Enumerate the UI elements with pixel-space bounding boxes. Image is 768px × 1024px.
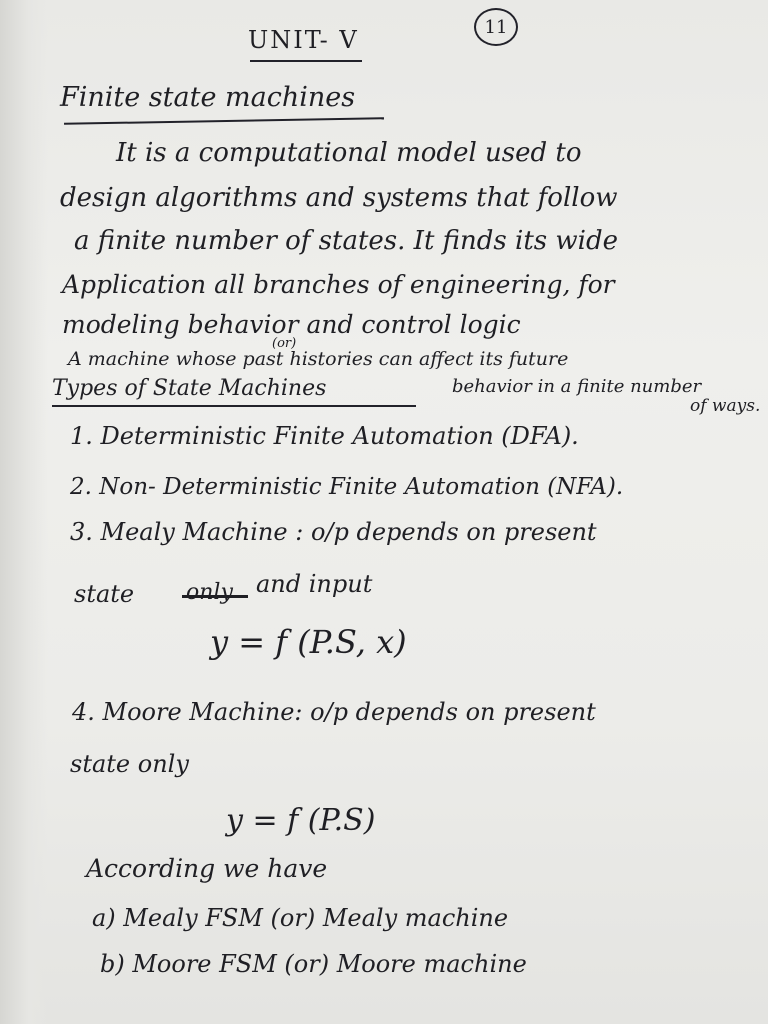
alt-definition-cont-2: of ways. xyxy=(690,396,761,416)
conclusion-intro: According we have xyxy=(86,854,328,883)
type-item-4-line-2: state only xyxy=(70,750,189,778)
type-item-3-and-input: and input xyxy=(256,570,373,598)
definition-line-5: modeling behavior and control logic xyxy=(62,310,521,339)
definition-line-2: design algorithms and systems that follow xyxy=(60,183,618,213)
unit-heading-underline xyxy=(250,60,362,62)
paper-edge-shadow xyxy=(0,0,48,1024)
types-heading-underline xyxy=(52,405,416,407)
page-number: 11 xyxy=(474,8,518,46)
page-title-underline xyxy=(64,117,384,125)
moore-formula: y = f (P.S) xyxy=(226,803,376,838)
conclusion-item-b: b) Moore FSM (or) Moore machine xyxy=(100,950,527,978)
alt-definition: A machine whose past histories can affect its future xyxy=(68,348,569,370)
type-item-3-line-1: 3. Mealy Machine : o/p depends on present xyxy=(70,518,597,546)
type-item-4-line-1: 4. Moore Machine: o/p depends on present xyxy=(72,698,596,726)
type-item-1: 1. Deterministic Finite Automation (DFA). xyxy=(70,422,579,450)
definition-line-4: Application all branches of engineering, for xyxy=(62,270,615,299)
definition-line-1: It is a computational model used to xyxy=(116,138,582,168)
unit-heading: UNIT- V xyxy=(248,26,359,54)
type-item-3-state: state xyxy=(74,580,135,608)
definition-line-3: a finite number of states. It finds its wide xyxy=(74,226,618,256)
type-item-2: 2. Non- Deterministic Finite Automation (NFA). xyxy=(70,474,624,500)
alt-definition-cont-1: behavior in a finite number xyxy=(452,376,702,397)
page-title: Finite state machines xyxy=(60,82,356,113)
or-mark: (or) xyxy=(272,336,297,351)
type-item-3-struck-word: only xyxy=(186,580,233,605)
types-heading: Types of State Machines xyxy=(52,376,327,401)
strikethrough-mark xyxy=(182,595,248,598)
mealy-formula: y = f (P.S, x) xyxy=(210,623,407,661)
conclusion-item-a: a) Mealy FSM (or) Mealy machine xyxy=(92,904,509,932)
